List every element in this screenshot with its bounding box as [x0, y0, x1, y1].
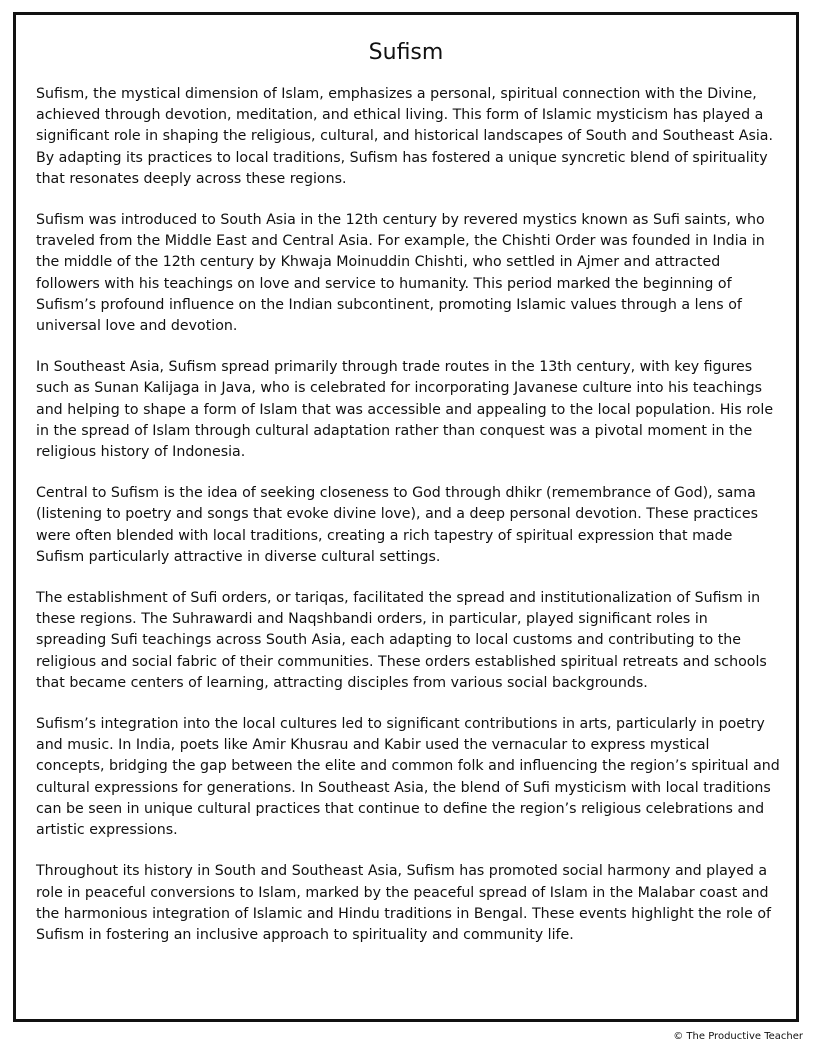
paragraph-7: Throughout its history in South and Southeast Asia, Sufism has promoted social harmony and played a role in peaceful conversions to Islam, marked by the peaceful spread of Islam in the Malabar coast and the harmonious integration of Islamic and Hindu traditions in Bengal. These events highlight the role of Sufism in fostering an inclusive approach to spirituality and community life.	[36, 863, 772, 943]
paragraph-1: Sufism, the mystical dimension of Islam, emphasizes a personal, spiritual connection with the Divine, achieved through devotion, meditation, and ethical living. This form of Islamic mysticism has played a significant role in shaping the religious, cultural, and historical landscapes of South and Southeast Asia. By adapting its practices to local traditions, Sufism has fostered a unique syncretic blend of spirituality that resonates deeply across these regions.	[36, 86, 773, 187]
paragraph-5: The establishment of Sufi orders, or tariqas, facilitated the spread and institutionalization of Sufism in these regions. The Suhrawardi and Naqshbandi orders, in particular, played significant roles in spreading Sufi teachings across South Asia, each adapting to local customs and contributing to the religious and social fabric of their communities. These orders established spiritual retreats and schools that became centers of learning, attracting disciples from various social backgrounds.	[36, 590, 767, 691]
paragraph-2: Sufism was introduced to South Asia in the 12th century by revered mystics known as Sufi saints, who traveled from the Middle East and Central Asia. For example, the Chishti Order was founded in India in the middle of the 12th century by Khwaja Moinuddin Chishti, who settled in Ajmer and attracted followers with his teachings on love and service to humanity. This period marked the beginning of Sufism’s profound influence on the Indian subcontinent, promoting Islamic values through a lens of universal love and devotion.	[36, 212, 765, 335]
paragraph-6: Sufism’s integration into the local cultures led to significant contributions in arts, particularly in poetry and music. In India, poets like Amir Khusrau and Kabir used the vernacular to express mystical concepts, bridging the gap between the elite and common folk and influencing the region’s spiritual and cultural expressions for generations. In Southeast Asia, the blend of Sufi mysticism with local traditions can be seen in unique cultural practices that continue to define the region’s religious celebrations and artistic expressions.	[36, 716, 780, 839]
paragraph-4: Central to Sufism is the idea of seeking closeness to God through dhikr (remembrance of God), sama (listening to poetry and songs that evoke divine love), and a deep personal devotion. These practices were often blended with local traditions, creating a rich tapestry of spiritual expression that made Sufism particularly attractive in diverse cultural settings.	[36, 485, 759, 565]
paragraph-3: In Southeast Asia, Sufism spread primarily through trade routes in the 13th century, with key figures such as Sunan Kalijaga in Java, who is celebrated for incorporating Javanese culture into his teachings and helping to shape a form of Islam that was accessible and appealing to the local population. His role in the spread of Islam through cultural adaptation rather than conquest was a pivotal moment in the religious history of Indonesia.	[36, 359, 774, 461]
copyright-notice: © The Productive Teacher	[673, 1031, 803, 1042]
page-border	[13, 12, 799, 1022]
page-title: Sufism	[368, 40, 444, 65]
article-body	[36, 84, 782, 946]
